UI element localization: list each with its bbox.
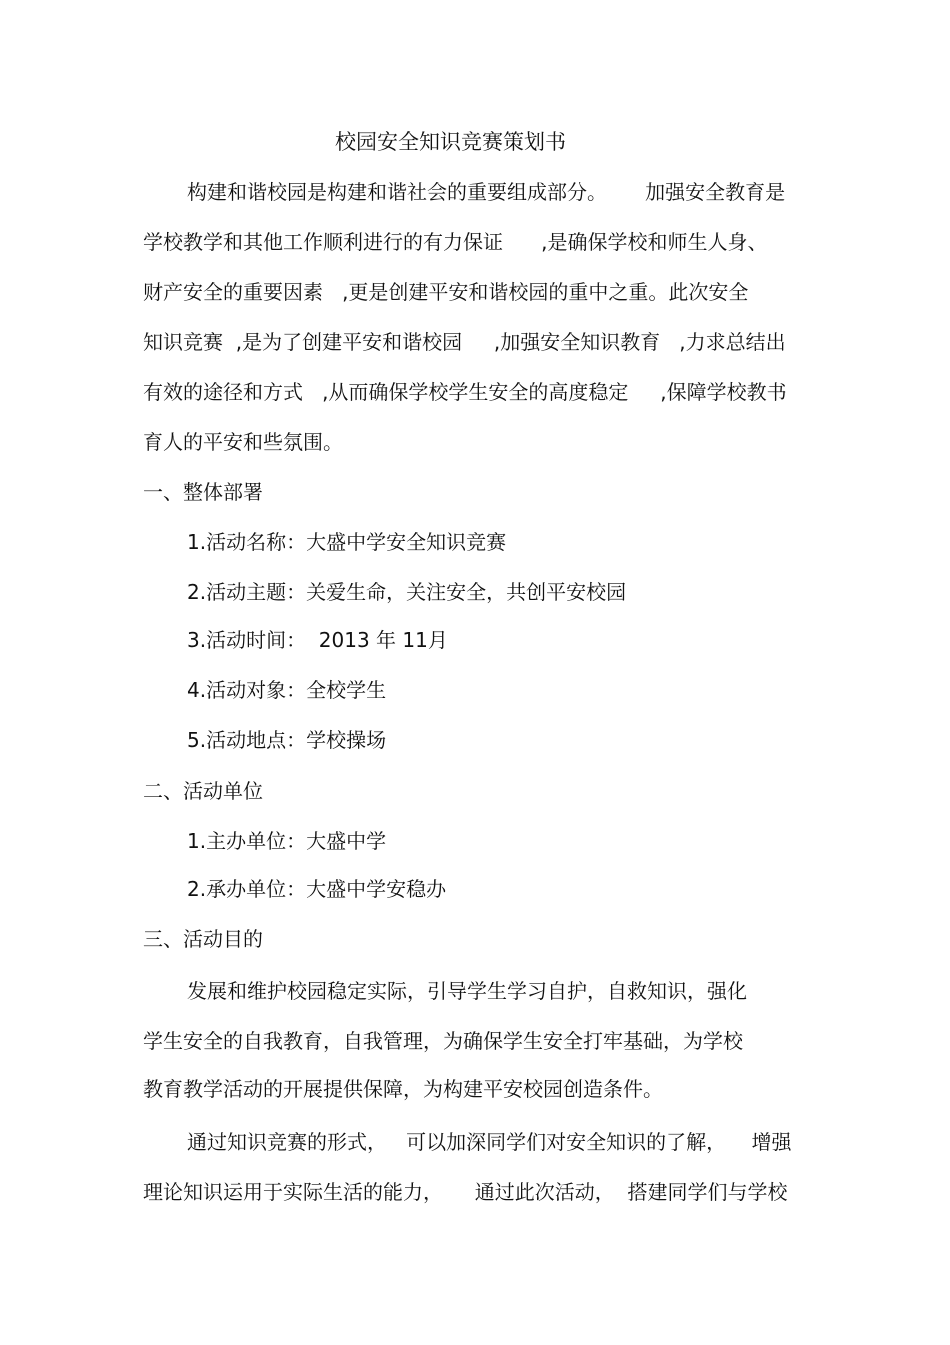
purpose-line-3: 教育教学活动的开展提供保障，为构建平安校园创造条件。 bbox=[143, 1077, 663, 1101]
intro-line-6: 育人的平安和些氛围。 bbox=[143, 430, 343, 454]
list-item-activity-theme: 2.活动主题：关爱生命，关注安全，共创平安校园 bbox=[187, 580, 627, 604]
list-item-activity-name: 1.活动名称：大盛中学安全知识竞赛 bbox=[187, 530, 507, 554]
list-item-co-organizer: 2.承办单位：大盛中学安稳办 bbox=[187, 877, 447, 901]
intro-line-4: 知识竞赛 ,是为了创建平安和谐校园 ,加强安全知识教育 ,力求总结出 bbox=[143, 330, 786, 354]
section-heading-activity-units: 二、活动单位 bbox=[143, 779, 263, 803]
purpose-line-5: 理论知识运用于实际生活的能力， 通过此次活动， 搭建同学们与学校 bbox=[143, 1180, 788, 1204]
purpose-line-1: 发展和维护校园稳定实际，引导学生学习自护，自救知识，强化 bbox=[187, 979, 747, 1003]
intro-line-1: 构建和谐校园是构建和谐社会的重要组成部分。 加强安全教育是 bbox=[187, 180, 786, 204]
list-item-activity-location: 5.活动地点：学校操场 bbox=[187, 728, 387, 752]
intro-line-2: 学校教学和其他工作顺利进行的有力保证 ,是确保学校和师生人身、 bbox=[143, 230, 768, 254]
intro-line-3: 财产安全的重要因素 ,更是创建平安和谐校园的重中之重。此次安全 bbox=[143, 280, 749, 304]
purpose-line-4: 通过知识竞赛的形式， 可以加深同学们对安全知识的了解， 增强 bbox=[187, 1130, 792, 1154]
intro-line-5: 有效的途径和方式 ,从而确保学校学生安全的高度稳定 ,保障学校教书 bbox=[143, 380, 787, 404]
document-title: 校园安全知识竞赛策划书 bbox=[335, 130, 566, 154]
list-item-activity-target: 4.活动对象：全校学生 bbox=[187, 678, 387, 702]
list-item-organizer: 1.主办单位：大盛中学 bbox=[187, 829, 387, 853]
list-item-activity-time: 3.活动时间： 2013 年 11月 bbox=[187, 628, 448, 652]
purpose-line-2: 学生安全的自我教育，自我管理，为确保学生安全打牢基础，为学校 bbox=[143, 1029, 743, 1053]
section-heading-overall-deployment: 一、整体部署 bbox=[143, 480, 263, 504]
section-heading-activity-purpose: 三、活动目的 bbox=[143, 927, 263, 951]
